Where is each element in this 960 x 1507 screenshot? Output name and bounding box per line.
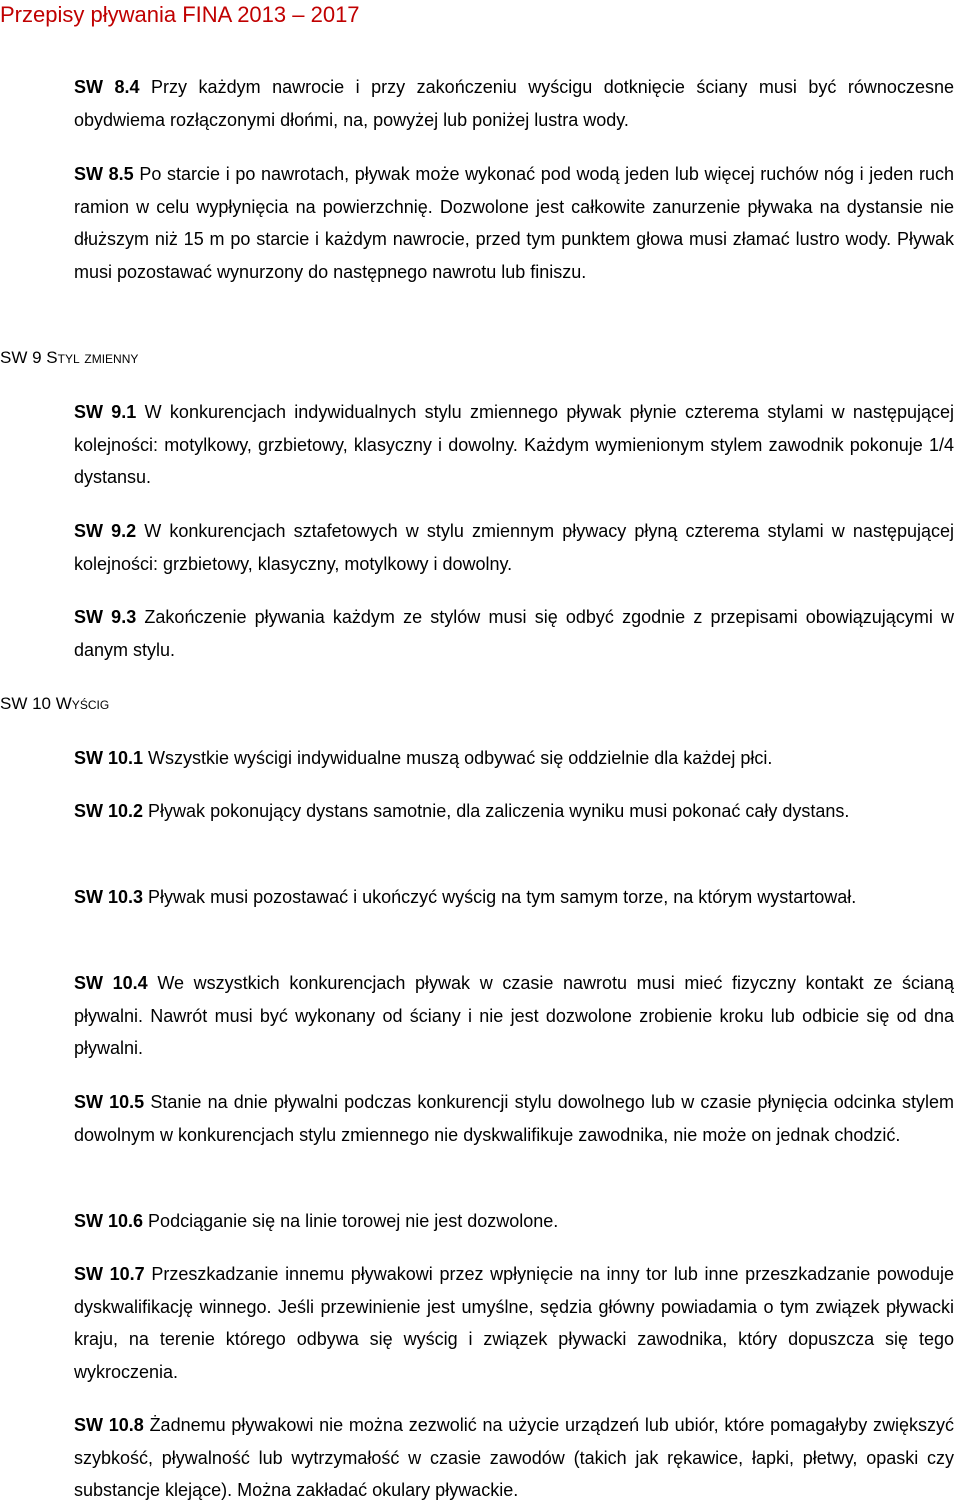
section-heading-sw-10 xyxy=(0,693,109,715)
rule-number: SW 9.3 xyxy=(74,607,137,627)
rule-number: SW 8.4 xyxy=(74,77,140,97)
section-number: SW 10 xyxy=(0,694,52,713)
rule-number: SW 10.4 xyxy=(74,973,148,993)
rule-text: Pływak musi pozostawać i ukończyć wyścig na tym samym torze, na którym wystartował. xyxy=(148,887,857,907)
rule-sw-8-5 xyxy=(74,158,954,288)
rule-number: SW 10.1 xyxy=(74,748,144,768)
rule-text: Podciąganie się na linie torowej nie jest dozwolone. xyxy=(148,1211,559,1231)
rule-text: W konkurencjach sztafetowych w stylu zmiennym pływacy płyną czterema stylami w następującej kolejności: grzbietowy, klasyczny, motylkowy i dowolny. xyxy=(74,521,954,574)
rule-sw-10-2 xyxy=(74,795,954,828)
rule-text: Przy każdym nawrocie i przy zakończeniu wyścigu dotknięcie ściany musi być równoczesne obydwiema rozłączonymi dłońmi, na, powyżej lub poniżej lustra wody. xyxy=(74,77,954,130)
rule-text: Wszystkie wyścigi indywidualne muszą odbywać się oddzielnie dla każdej płci. xyxy=(148,748,773,768)
rule-sw-10-7 xyxy=(74,1258,954,1388)
rule-number: SW 8.5 xyxy=(74,164,134,184)
section-name: Styl zmienny xyxy=(46,348,139,367)
rule-text: We wszystkich konkurencjach pływak w czasie nawrotu musi mieć fizyczny kontakt ze ścianą pływalni. Nawrót musi być wykonany od ściany i nie jest dozwolone zrobienie kroku lub odbicie się od dna pływalni. xyxy=(74,973,955,1058)
rule-text: Żadnemu pływakowi nie można zezwolić na użycie urządzeń lub ubiór, które pomagałyby zwiększyć szybkość, pływalność lub wytrzymałość w czasie zawodów (takich jak rękawice, łapki, płetwy, opaski czy substancje klejące). Można zakładać okulary pływackie. xyxy=(74,1415,955,1500)
page-header-title: Przepisy pływania FINA 2013 – 2017 xyxy=(0,2,360,27)
rule-sw-10-6 xyxy=(74,1205,954,1238)
rule-sw-10-3 xyxy=(74,881,954,914)
rule-sw-9-2 xyxy=(74,515,954,580)
rule-text: Przeszkadzanie innemu pływakowi przez wpłynięcie na inny tor lub inne przeszkadzanie powoduje dyskwalifikację winnego. Jeśli przewinienie jest umyślne, sędzia główny powiadamia o tym związek pływacki kraju, na terenie którego odbywa się wyścig i związek pływacki zawodnika, który dopuszcza się tego wykroczenia. xyxy=(74,1264,954,1382)
rule-sw-10-1 xyxy=(74,742,954,775)
section-heading-sw-9 xyxy=(0,347,138,369)
rule-sw-9-1 xyxy=(74,396,954,494)
rule-text: Stanie na dnie pływalni podczas konkurencji stylu dowolnego lub w czasie płynięcia odcinka stylem dowolnym w konkurencjach stylu zmiennego nie dyskwalifikuje zawodnika, nie może on jednak chodzić. xyxy=(74,1092,954,1145)
rule-sw-10-8 xyxy=(74,1409,954,1507)
rule-number: SW 9.1 xyxy=(74,402,137,422)
rule-text: Zakończenie pływania każdym ze stylów musi się odbyć zgodnie z przepisami obowiązującymi w danym stylu. xyxy=(74,607,954,660)
rule-number: SW 9.2 xyxy=(74,521,137,541)
rule-number: SW 10.8 xyxy=(74,1415,144,1435)
rule-sw-8-4 xyxy=(74,71,954,136)
rule-number: SW 10.3 xyxy=(74,887,144,907)
rule-text: W konkurencjach indywidualnych stylu zmiennego pływak płynie czterema stylami w następującej kolejności: motylkowy, grzbietowy, klasyczny i dowolny. Każdym wymienionym stylem zawodnik pokonuje 1/4 dystansu. xyxy=(74,402,954,487)
rule-sw-10-4 xyxy=(74,967,954,1065)
rule-number: SW 10.5 xyxy=(74,1092,145,1112)
rule-text: Pływak pokonujący dystans samotnie, dla zaliczenia wyniku musi pokonać cały dystans. xyxy=(148,801,850,821)
rule-number: SW 10.7 xyxy=(74,1264,145,1284)
section-number: SW 9 xyxy=(0,348,42,367)
rule-sw-9-3 xyxy=(74,601,954,666)
rule-text: Po starcie i po nawrotach, pływak może wykonać pod wodą jeden lub więcej ruchów nóg i jeden ruch ramion w celu wypłynięcia na powierzchnię. Dozwolone jest całkowite zanurzenie pływaka na dystansie nie dłuższym niż 15 m po starcie i każdym nawrocie, przed tym punktem głowa musi złamać lustro wody. Pływak musi pozostawać wynurzony do następnego nawrotu lub finiszu. xyxy=(74,164,954,282)
section-name: Wyścig xyxy=(55,694,110,713)
rule-sw-10-5 xyxy=(74,1086,954,1151)
rule-number: SW 10.6 xyxy=(74,1211,144,1231)
rule-number: SW 10.2 xyxy=(74,801,144,821)
